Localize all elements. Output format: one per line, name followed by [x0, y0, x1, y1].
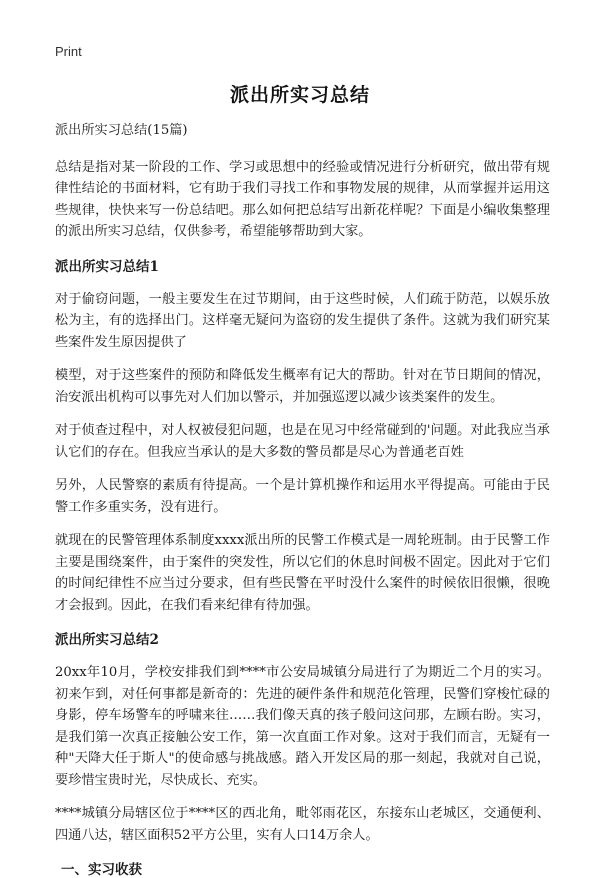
print-label: Print [55, 44, 82, 59]
paragraph: 就现在的民警管理体系制度xxxx派出所的民警工作模式是一周轮班制。由于民警工作主要是围绕案件，由于案件的突发性，所以它们的休息时间极不固定。因此对于它们的时间纪律性不应当过分要求，但有些民警在平时没什么案件的时候依旧很懒，很晚才会报到。因此，在我们看来纪律有待加强。 [55, 533, 550, 613]
document-body [55, 120, 550, 878]
section-heading: 派出所实习总结1 [55, 258, 159, 275]
section-heading: 派出所实习总结2 [55, 632, 159, 648]
paragraph: 模型，对于这些案件的预防和降低发生概率有记大的帮助。针对在节日期间的情况，治安派出机构可以事先对人们加以警示，并加强巡逻以减少该类案件的发生。 [55, 368, 550, 405]
paragraph: 对于侦查过程中，对人权被侵犯问题，也是在见习中经常碰到的'问题。对此我应当承认它们的存在。但我应当承认的是大多数的警员都是尽心为普通老百姓 [55, 423, 550, 460]
section-subheading: 一、实习收获 [61, 862, 142, 878]
subtitle: 派出所实习总结(15篇) [55, 123, 188, 138]
paragraph: 另外，人民警察的素质有待提高。一个是计算机操作和运用水平得提高。可能由于民警工作多重实务，没有进行。 [55, 478, 550, 515]
paragraph: ****城镇分局辖区位于****区的西北角，毗邻雨花区，东接东山老城区，交通便利、四通八达，辖区面积52平方公里，实有人口14万余人。 [55, 806, 550, 843]
page-title: 派出所实习总结 [229, 84, 370, 106]
paragraph: 20xx年10月，学校安排我们到****市公安局城镇分局进行了为期近二个月的实习。初来乍到，对任何事都是新奇的：先进的硬件条件和规范化管理，民警们穿梭忙碌的身影，停车场警车的呼啸来往……我们像天真的孩子般问这问那，左顾右盼。实习，是我们第一次真正接触公安工作，第一次直面工作对象。这对于我们而言，无疑有一种"天降大任于斯人"的使命感与挑战感。踏入开发区局的那一刻起，我就对自己说，要珍惜宝贵时光，尽快成长、充实。 [55, 665, 550, 788]
paragraph: 对于偷窃问题，一般主要发生在过节期间，由于这些时候，人们疏于防范，以娱乐放松为主，有的选择出门。这样毫无疑问为盗窃的发生提供了条件。这就为我们研究某些案件发生原因提供了 [55, 291, 550, 350]
intro-paragraph: 总结是指对某一阶段的工作、学习或思想中的经验或情况进行分析研究，做出带有规律性结论的书面材料，它有助于我们寻找工作和事物发展的规律，从而掌握并运用这些规律，快快来写一份总结吧。那么如何把总结写出新花样呢？下面是小编收集整理的派出所实习总结，仅供参考，希望能够帮助到大家。 [55, 159, 550, 239]
